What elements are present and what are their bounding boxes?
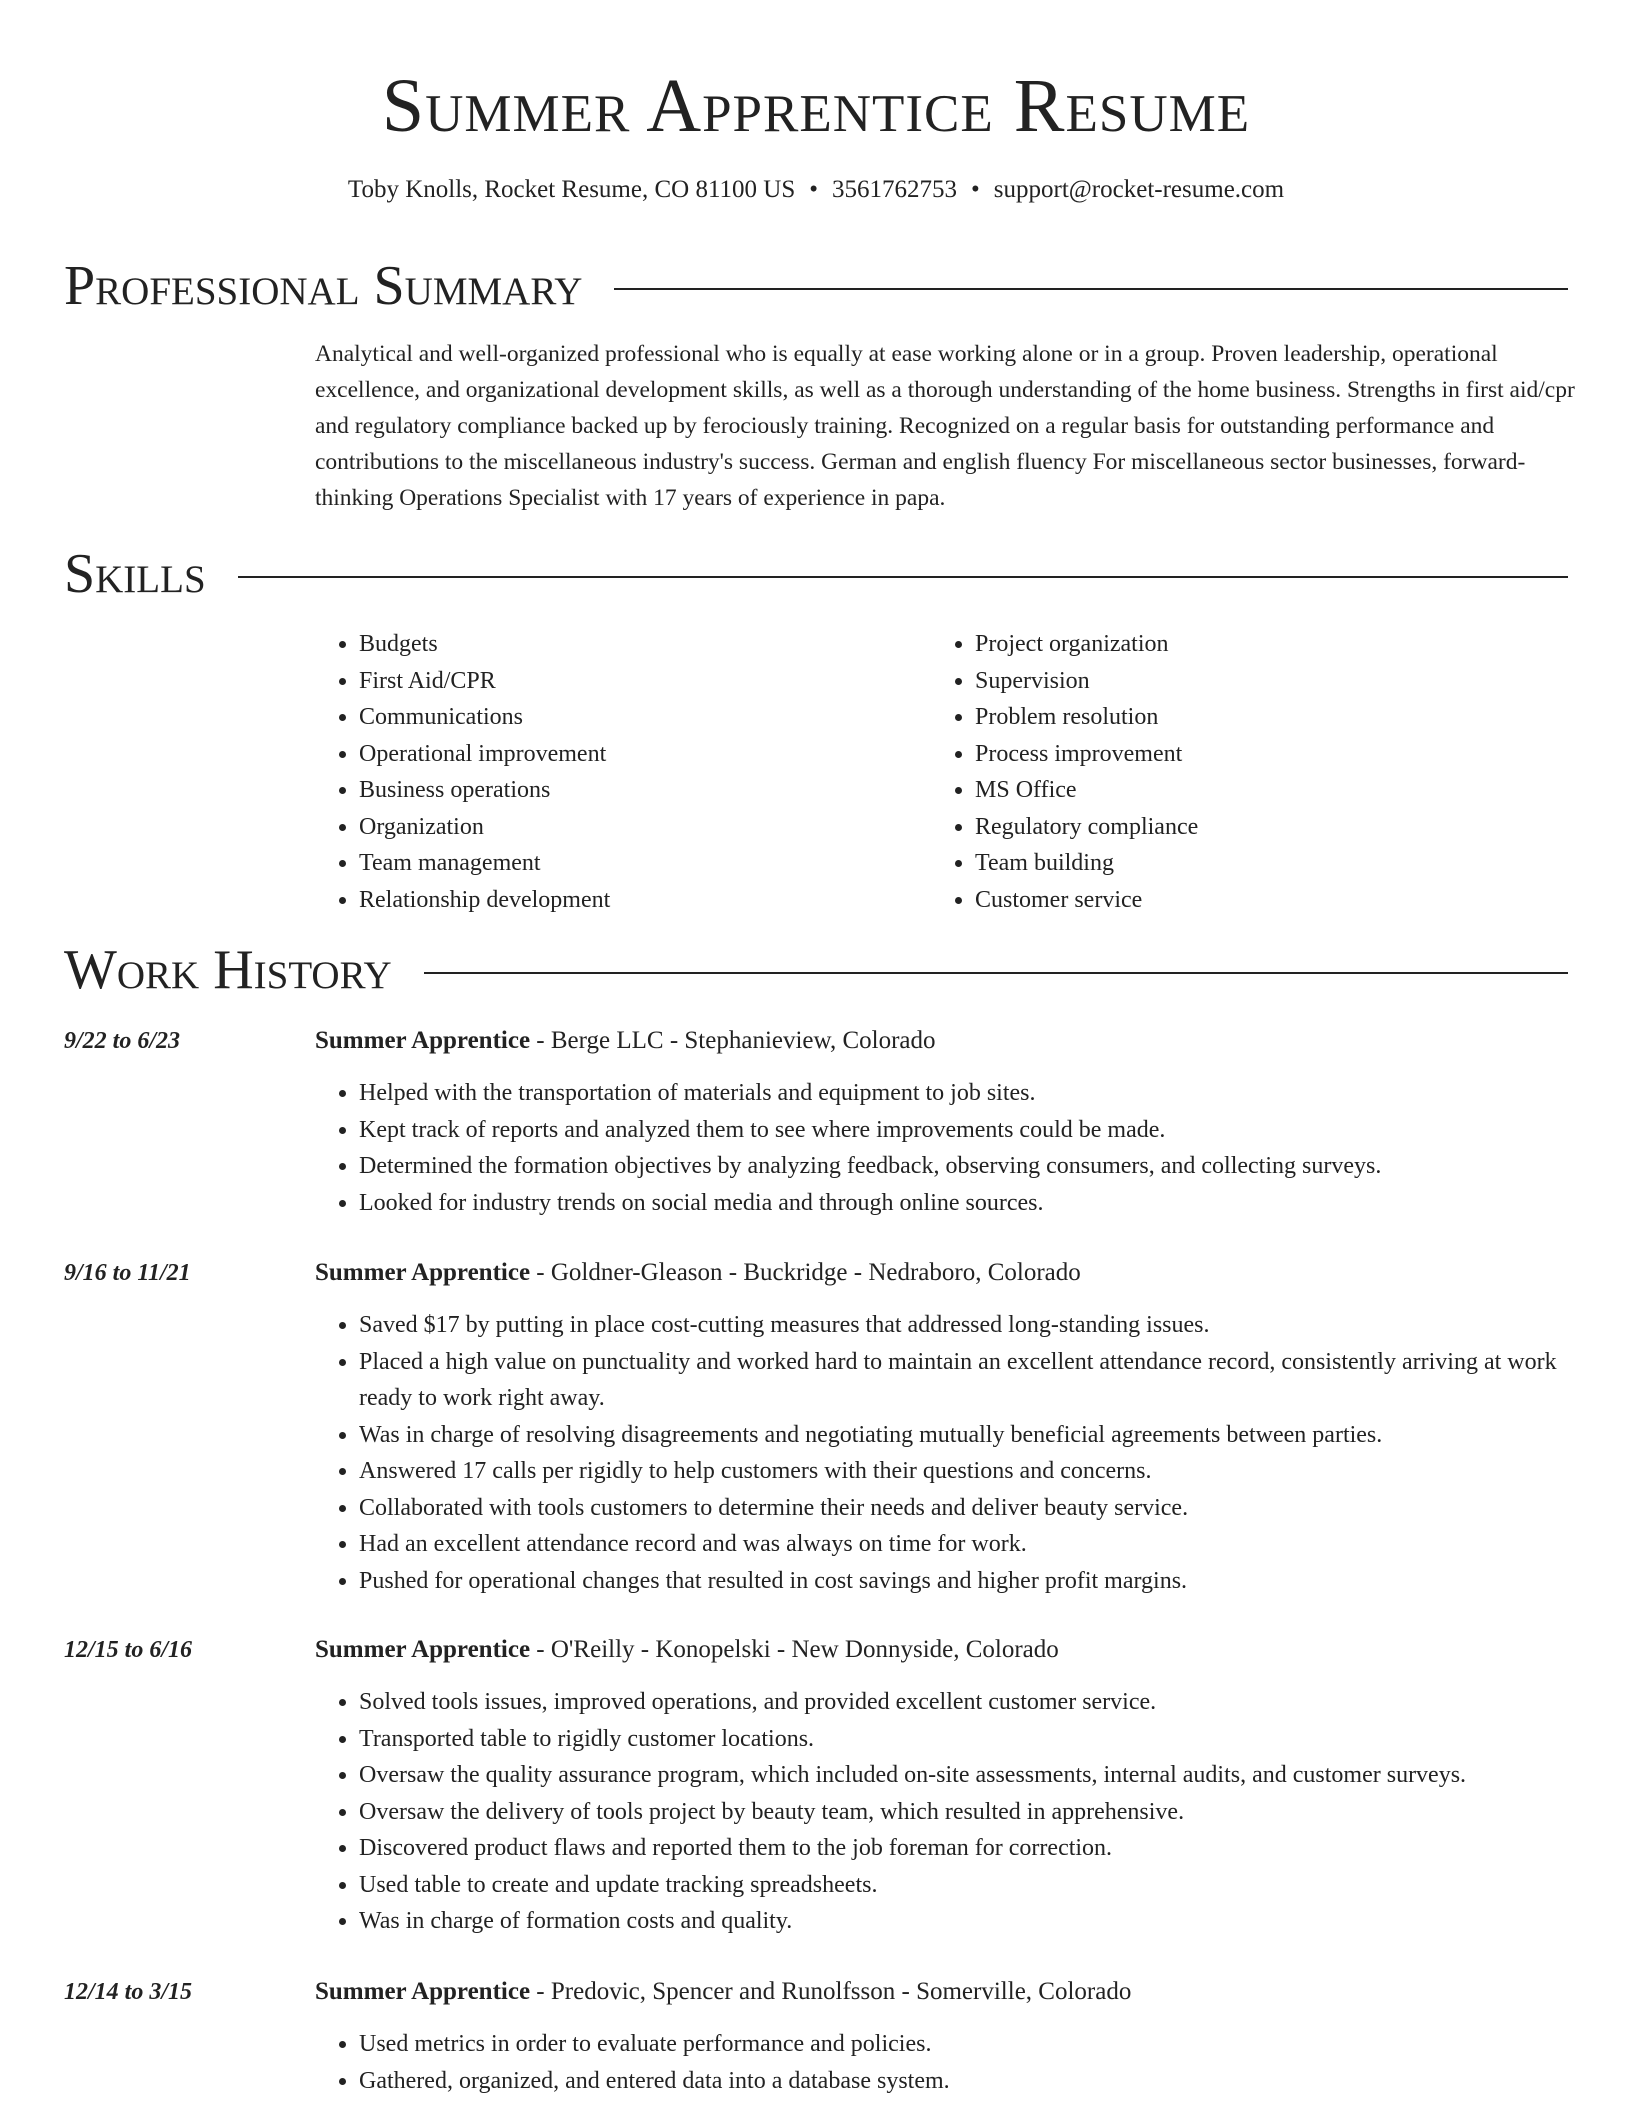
skill-item: • First Aid/CPR xyxy=(359,663,931,700)
job-bullet: • Oversaw the delivery of tools project by beauty team, which resulted in apprehensive. xyxy=(359,1794,1580,1831)
job-bullet: • Placed a high value on punctuality and worked hard to maintain an excellent attendance record, consistently arriving at work ready to work right away. xyxy=(359,1344,1580,1417)
job-title-line xyxy=(315,1255,1081,1291)
section-divider xyxy=(238,576,1568,578)
skill-item: • Operational improvement xyxy=(359,736,931,773)
skill-item: • Customer service xyxy=(975,882,1547,919)
summary-section-heading xyxy=(64,251,1568,321)
job-company: - O'Reilly - Konopelski - New Donnyside, Colorado xyxy=(530,1636,1059,1663)
job-bullets xyxy=(315,2026,1580,2099)
job-bullet: • Gathered, organized, and entered data into a database system. xyxy=(359,2063,1580,2100)
skill-item: • Problem resolution xyxy=(975,699,1547,736)
job-bullet: • Used metrics in order to evaluate performance and policies. xyxy=(359,2026,1580,2063)
job-role: Summer Apprentice xyxy=(315,1259,531,1286)
skill-item: • Business operations xyxy=(359,772,931,809)
job-role: Summer Apprentice xyxy=(315,1978,531,2005)
job-bullets xyxy=(315,1684,1580,1940)
job-bullet: • Pushed for operational changes that resulted in cost savings and higher profit margins. xyxy=(359,1563,1580,1600)
job-bullets xyxy=(315,1307,1580,1599)
skill-item: • Relationship development xyxy=(359,882,931,919)
skill-item: • Organization xyxy=(359,809,931,846)
summary-text: Analytical and well-organized professional who is equally at ease working alone or in a group. Proven leadership, operational excellence, and organizational development skills, as well as a thorough understanding of the home business. Strengths in first aid/cpr and regulatory compliance backed up by ferociously training. Recognized on a regular basis for outstanding performance and contributions to the miscellaneous industry's success. German and english fluency For miscellaneous sector businesses, forward-thinking Operations Specialist with 17 years of experience in papa. xyxy=(315,341,1575,511)
skills-column-right xyxy=(931,626,1547,918)
contact-separator: • xyxy=(809,176,819,203)
skills-list xyxy=(315,626,1575,918)
contact-email: support@rocket-resume.com xyxy=(993,176,1285,203)
skill-item: • Budgets xyxy=(359,626,931,663)
job-bullet: • Used table to create and update tracking spreadsheets. xyxy=(359,1867,1580,1904)
job-bullet: • Was in charge of formation costs and quality. xyxy=(359,1903,1580,1940)
contact-separator: • xyxy=(971,176,980,203)
section-divider xyxy=(424,972,1568,974)
skill-item: • MS Office xyxy=(975,772,1547,809)
job-bullet: • Looked for industry trends on social media and through online sources. xyxy=(359,1185,1580,1222)
skills-column-left xyxy=(315,626,931,918)
job-bullet: • Collaborated with tools customers to determine their needs and deliver beauty service. xyxy=(359,1490,1580,1527)
skill-item: • Team building xyxy=(975,845,1547,882)
job-company: - Berge LLC - Stephanieview, Colorado xyxy=(530,1027,936,1054)
job-title-line xyxy=(315,1023,936,1059)
section-divider xyxy=(614,288,1568,290)
job-bullet: • Solved tools issues, improved operations, and provided excellent customer service. xyxy=(359,1684,1580,1721)
job-bullet: • Kept track of reports and analyzed them to see where improvements could be made. xyxy=(359,1112,1580,1149)
job-bullet: • Helped with the transportation of materials and equipment to job sites. xyxy=(359,1075,1580,1112)
job-role: Summer Apprentice xyxy=(315,1027,531,1054)
job-company: - Goldner-Gleason - Buckridge - Nedraboro, Colorado xyxy=(530,1259,1081,1286)
job-role: Summer Apprentice xyxy=(315,1636,531,1663)
skills-heading: Skills xyxy=(64,543,206,605)
skill-item: • Regulatory compliance xyxy=(975,809,1547,846)
skill-item: • Supervision xyxy=(975,663,1547,700)
job-bullets xyxy=(315,1075,1580,1221)
job-dates: 12/14 to 3/15 xyxy=(64,1979,193,2005)
skills-section-heading xyxy=(64,539,1568,609)
summary-heading: Professional Summary xyxy=(64,255,583,317)
contact-address: Toby Knolls, Rocket Resume, CO 81100 US xyxy=(347,176,796,203)
job-bullet: • Saved $17 by putting in place cost-cutting measures that addressed long-standing issues. xyxy=(359,1307,1580,1344)
job-bullet: • Answered 17 calls per rigidly to help customers with their questions and concerns. xyxy=(359,1453,1580,1490)
job-bullet: • Discovered product flaws and reported them to the job foreman for correction. xyxy=(359,1830,1580,1867)
job-bullet: • Transported table to rigidly customer locations. xyxy=(359,1721,1580,1758)
skill-item: • Project organization xyxy=(975,626,1547,663)
job-dates: 12/15 to 6/16 xyxy=(64,1637,193,1663)
job-bullet: • Was in charge of resolving disagreements and negotiating mutually beneficial agreements between parties. xyxy=(359,1417,1580,1454)
skill-item: • Process improvement xyxy=(975,736,1547,773)
job-dates: 9/16 to 11/21 xyxy=(64,1260,191,1286)
job-title-line xyxy=(315,1632,1059,1668)
job-title-line xyxy=(315,1974,1131,2010)
skill-item: • Team management xyxy=(359,845,931,882)
document-title: Summer Apprentice Resume xyxy=(381,64,1251,148)
work-heading: Work History xyxy=(64,939,392,1001)
contact-phone: 3561762753 xyxy=(832,176,958,203)
contact-line xyxy=(0,172,1632,208)
work-section-heading xyxy=(64,935,1568,1005)
job-company: - Predovic, Spencer and Runolfsson - Somerville, Colorado xyxy=(530,1978,1132,2005)
job-bullet: • Determined the formation objectives by analyzing feedback, observing consumers, and collecting surveys. xyxy=(359,1148,1580,1185)
job-bullet: • Had an excellent attendance record and was always on time for work. xyxy=(359,1526,1580,1563)
job-dates: 9/22 to 6/23 xyxy=(64,1028,181,1054)
skill-item: • Communications xyxy=(359,699,931,736)
job-bullet: • Oversaw the quality assurance program, which included on-site assessments, internal audits, and customer surveys. xyxy=(359,1757,1580,1794)
